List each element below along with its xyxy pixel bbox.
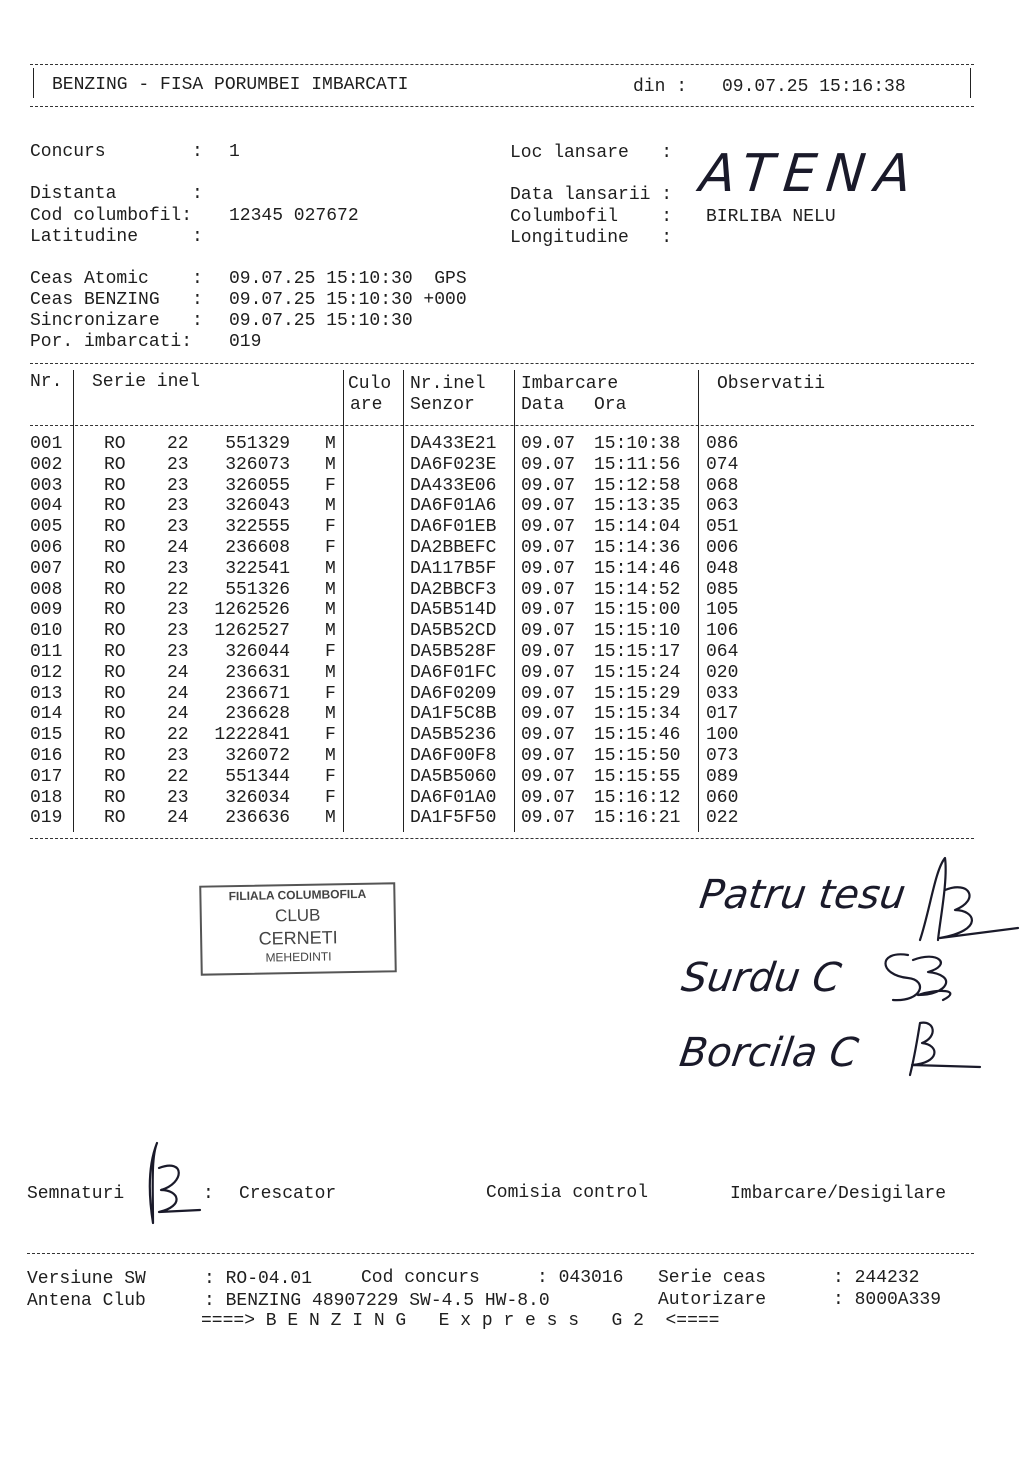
row-observatii: 105 [706, 600, 739, 621]
table-header-border [30, 425, 974, 426]
row-sex: M [325, 600, 336, 621]
table-row [0, 434, 1024, 455]
columbofil-value: BIRLIBA NELU [706, 207, 836, 227]
table-row [0, 663, 1024, 684]
row-nr: 014 [30, 704, 63, 725]
row-sensor: DA6F01A6 [410, 496, 497, 517]
table-row [0, 455, 1024, 476]
row-sensor: DA6F0209 [410, 683, 497, 704]
brand-line: ====> B E N Z I N G E x p r e s s G 2 <==== [201, 1311, 720, 1331]
row-nr: 007 [30, 558, 63, 579]
row-sex: F [325, 475, 336, 496]
row-nr: 006 [30, 538, 63, 558]
signature-1 [900, 850, 1024, 950]
table-row [0, 767, 1024, 788]
din-label: din : [633, 77, 688, 97]
row-observatii: 085 [706, 579, 739, 600]
header-right-border [970, 68, 971, 98]
row-sex: F [325, 766, 336, 787]
row-observatii: 017 [706, 704, 739, 725]
data-lansarii-label: Data lansarii : [510, 185, 673, 205]
row-country: RO [104, 558, 126, 579]
signature-3 [880, 1015, 990, 1085]
row-sensor: DA1F5F50 [410, 808, 497, 829]
concurs-value: 1 [229, 142, 240, 162]
footer-divider [27, 1253, 974, 1254]
row-date: 09.07 [521, 454, 576, 475]
row-date: 09.07 [521, 538, 576, 558]
row-ring: 326034 [225, 787, 290, 808]
row-year: 23 [167, 454, 189, 475]
row-date: 09.07 [521, 558, 576, 579]
handwritten-name-3: Borcila C [676, 1030, 861, 1076]
table-row [0, 600, 1024, 621]
table-row [0, 496, 1024, 517]
ceas-atomic-value: 09.07.25 15:10:30 GPS [229, 269, 467, 289]
row-time: 15:15:24 [594, 662, 681, 683]
row-nr: 003 [30, 475, 63, 496]
row-date: 09.07 [521, 662, 576, 683]
row-nr: 008 [30, 579, 63, 600]
row-date: 09.07 [521, 496, 576, 517]
row-nr: 004 [30, 496, 63, 517]
comisia-control-label: Comisia control [486, 1183, 649, 1203]
row-ring: 1262527 [214, 621, 290, 642]
row-date: 09.07 [521, 808, 576, 829]
header-top-border [30, 64, 974, 65]
row-ring: 326072 [225, 746, 290, 766]
cod-concurs-label: Cod concurs [361, 1268, 480, 1288]
row-sex: M [325, 704, 336, 725]
table-row [0, 788, 1024, 809]
row-sensor: DA6F00F8 [410, 746, 497, 766]
table-row [0, 517, 1024, 538]
row-time: 15:10:38 [594, 434, 681, 454]
table-row [0, 538, 1024, 559]
row-sensor: DA117B5F [410, 558, 497, 579]
table-row [0, 476, 1024, 497]
row-country: RO [104, 496, 126, 517]
row-ring: 1222841 [214, 725, 290, 746]
row-ring: 1262526 [214, 600, 290, 621]
th-serie-inel: Serie inel [92, 372, 201, 392]
th-nr-inel: Nr.inel [410, 374, 486, 394]
row-country: RO [104, 746, 126, 766]
row-observatii: 089 [706, 766, 739, 787]
row-date: 09.07 [521, 475, 576, 496]
document-title: BENZING - FISA PORUMBEI IMBARCATI [52, 75, 409, 95]
row-year: 22 [167, 766, 189, 787]
row-sensor: DA5B5060 [410, 766, 497, 787]
row-time: 15:15:29 [594, 683, 681, 704]
row-sex: M [325, 746, 336, 766]
th-imbarcare: Imbarcare [521, 374, 619, 394]
row-sex: M [325, 662, 336, 683]
row-year: 23 [167, 558, 189, 579]
row-time: 15:11:56 [594, 454, 681, 475]
row-time: 15:15:50 [594, 746, 681, 766]
row-year: 24 [167, 704, 189, 725]
row-country: RO [104, 808, 126, 829]
row-sensor: DA5B514D [410, 600, 497, 621]
row-sensor: DA6F01EB [410, 517, 497, 538]
row-observatii: 022 [706, 808, 739, 829]
por-imbarcati-value: 019 [229, 332, 262, 352]
table-row [0, 704, 1024, 725]
row-observatii: 051 [706, 517, 739, 538]
row-year: 22 [167, 725, 189, 746]
row-date: 09.07 [521, 621, 576, 642]
row-year: 22 [167, 434, 189, 454]
row-country: RO [104, 621, 126, 642]
row-time: 15:13:35 [594, 496, 681, 517]
row-date: 09.07 [521, 746, 576, 766]
row-ring: 326073 [225, 454, 290, 475]
row-nr: 016 [30, 746, 63, 766]
row-sex: M [325, 558, 336, 579]
row-sensor: DA433E21 [410, 434, 497, 454]
row-ring: 326044 [225, 642, 290, 662]
row-observatii: 100 [706, 725, 739, 746]
row-observatii: 048 [706, 558, 739, 579]
row-time: 15:14:46 [594, 558, 681, 579]
row-observatii: 060 [706, 787, 739, 808]
row-ring: 236631 [225, 662, 290, 683]
distanta-label: Distanta : [30, 184, 203, 204]
sincronizare-label: Sincronizare : [30, 311, 203, 331]
row-year: 24 [167, 683, 189, 704]
row-country: RO [104, 475, 126, 496]
row-time: 15:16:21 [594, 808, 681, 829]
stamp-line-3: CERNETI [258, 927, 338, 949]
row-country: RO [104, 662, 126, 683]
handwritten-name-2: Surdu C [678, 955, 844, 1001]
print-datetime: 09.07.25 15:16:38 [722, 77, 906, 97]
row-ring: 551329 [225, 434, 290, 454]
row-ring: 236628 [225, 704, 290, 725]
row-year: 24 [167, 538, 189, 558]
row-time: 15:15:10 [594, 621, 681, 642]
row-time: 15:14:04 [594, 517, 681, 538]
serie-ceas-label: Serie ceas [658, 1268, 767, 1288]
row-observatii: 074 [706, 454, 739, 475]
antena-club-value: : BENZING 48907229 SW-4.5 HW-8.0 [204, 1291, 550, 1311]
row-country: RO [104, 704, 126, 725]
row-sex: M [325, 808, 336, 829]
row-year: 23 [167, 600, 189, 621]
row-year: 24 [167, 808, 189, 829]
row-sex: F [325, 787, 336, 808]
row-year: 23 [167, 787, 189, 808]
handwritten-name-1: Patru tesu [696, 872, 909, 918]
th-senzor: Senzor [410, 395, 475, 415]
row-ring: 236636 [225, 808, 290, 829]
row-year: 23 [167, 642, 189, 662]
th-culoare-2: are [350, 395, 383, 415]
stamp-line-2: CLUB [274, 905, 321, 926]
row-sensor: DA1F5C8B [410, 704, 497, 725]
table-row [0, 725, 1024, 746]
table-row [0, 684, 1024, 705]
club-stamp [199, 882, 397, 975]
row-date: 09.07 [521, 704, 576, 725]
row-sensor: DA5B528F [410, 642, 497, 662]
row-ring: 236671 [225, 683, 290, 704]
table-row [0, 746, 1024, 767]
row-observatii: 106 [706, 621, 739, 642]
loc-lansare-value-handwritten: ATENA [696, 144, 925, 204]
row-date: 09.07 [521, 725, 576, 746]
semnaturi-label: Semnaturi [27, 1184, 125, 1204]
row-time: 15:15:55 [594, 766, 681, 787]
versiune-sw-value: : RO-04.01 [204, 1269, 313, 1289]
row-sex: F [325, 517, 336, 538]
row-ring: 322541 [225, 558, 290, 579]
row-year: 24 [167, 662, 189, 683]
row-time: 15:15:34 [594, 704, 681, 725]
row-observatii: 033 [706, 683, 739, 704]
row-nr: 013 [30, 683, 63, 704]
row-date: 09.07 [521, 579, 576, 600]
row-date: 09.07 [521, 766, 576, 787]
antena-club-label: Antena Club [27, 1291, 146, 1311]
row-country: RO [104, 600, 126, 621]
row-date: 09.07 [521, 600, 576, 621]
row-year: 22 [167, 579, 189, 600]
th-culoare: Culo [348, 374, 392, 394]
row-observatii: 006 [706, 538, 739, 558]
row-nr: 017 [30, 766, 63, 787]
row-sex: M [325, 579, 336, 600]
latitudine-label: Latitudine : [30, 227, 203, 247]
ceas-benzing-value: 09.07.25 15:10:30 +000 [229, 290, 467, 310]
versiune-sw-label: Versiune SW [27, 1269, 146, 1289]
header-left-border [33, 68, 34, 98]
row-sensor: DA2BBEFC [410, 538, 497, 558]
imbarcare-desigilare-label: Imbarcare/Desigilare [730, 1184, 947, 1204]
serie-ceas-value: : 244232 [833, 1268, 920, 1288]
row-sex: M [325, 434, 336, 454]
table-row [0, 808, 1024, 829]
cod-concurs-value: : 043016 [537, 1268, 624, 1288]
row-nr: 011 [30, 642, 63, 662]
por-imbarcati-label: Por. imbarcati: [30, 332, 193, 352]
row-sensor: DA5B5236 [410, 725, 497, 746]
table-row [0, 559, 1024, 580]
row-nr: 009 [30, 600, 63, 621]
loc-lansare-label: Loc lansare : [510, 143, 673, 163]
row-year: 23 [167, 746, 189, 766]
row-country: RO [104, 579, 126, 600]
concurs-label: Concurs : [30, 142, 203, 162]
row-sex: M [325, 621, 336, 642]
row-nr: 018 [30, 787, 63, 808]
row-date: 09.07 [521, 434, 576, 454]
longitudine-label: Longitudine : [510, 228, 673, 248]
row-nr: 002 [30, 454, 63, 475]
table-bottom-border [30, 838, 974, 839]
row-observatii: 068 [706, 475, 739, 496]
cod-columbofil-label: Cod columbofil: [30, 206, 193, 226]
ceas-atomic-label: Ceas Atomic : [30, 269, 203, 289]
row-time: 15:16:12 [594, 787, 681, 808]
row-nr: 010 [30, 621, 63, 642]
table-row [0, 621, 1024, 642]
header-bottom-border [30, 106, 974, 107]
table-row [0, 642, 1024, 663]
row-ring: 326055 [225, 475, 290, 496]
row-ring: 326043 [225, 496, 290, 517]
row-country: RO [104, 517, 126, 538]
row-country: RO [104, 434, 126, 454]
signature-breeder [145, 1138, 205, 1228]
autorizare-value: : 8000A339 [833, 1290, 942, 1310]
row-sex: M [325, 454, 336, 475]
autorizare-label: Autorizare [658, 1290, 767, 1310]
row-sensor: DA6F01A0 [410, 787, 497, 808]
row-time: 15:15:17 [594, 642, 681, 662]
row-sex: F [325, 683, 336, 704]
row-ring: 551326 [225, 579, 290, 600]
th-nr: Nr. [30, 372, 63, 392]
row-nr: 012 [30, 662, 63, 683]
row-time: 15:14:52 [594, 579, 681, 600]
row-country: RO [104, 683, 126, 704]
th-data: Data [521, 395, 565, 415]
table-top-border [30, 363, 974, 364]
crescator-label: Crescator [239, 1184, 337, 1204]
row-ring: 322555 [225, 517, 290, 538]
row-country: RO [104, 538, 126, 558]
row-date: 09.07 [521, 517, 576, 538]
row-nr: 001 [30, 434, 63, 454]
row-country: RO [104, 642, 126, 662]
th-ora: Ora [594, 395, 627, 415]
row-observatii: 064 [706, 642, 739, 662]
row-year: 23 [167, 496, 189, 517]
row-nr: 015 [30, 725, 63, 746]
row-observatii: 073 [706, 746, 739, 766]
row-date: 09.07 [521, 683, 576, 704]
signature-2 [868, 940, 978, 1020]
row-sensor: DA6F023E [410, 454, 497, 475]
row-sensor: DA433E06 [410, 475, 497, 496]
row-time: 15:15:46 [594, 725, 681, 746]
row-country: RO [104, 787, 126, 808]
row-country: RO [104, 766, 126, 787]
row-nr: 019 [30, 808, 63, 829]
row-sex: M [325, 496, 336, 517]
row-sensor: DA6F01FC [410, 662, 497, 683]
row-sensor: DA2BBCF3 [410, 579, 497, 600]
row-year: 23 [167, 621, 189, 642]
row-observatii: 020 [706, 662, 739, 683]
stamp-line-4: MEHEDINTI [265, 949, 332, 965]
columbofil-label: Columbofil : [510, 207, 673, 227]
th-observatii: Observatii [717, 374, 826, 394]
stamp-line-1: FILIALA COLUMBOFILA [228, 886, 367, 904]
table-row [0, 580, 1024, 601]
row-sensor: DA5B52CD [410, 621, 497, 642]
row-year: 23 [167, 475, 189, 496]
row-country: RO [104, 725, 126, 746]
semnaturi-colon: : [203, 1184, 214, 1204]
row-time: 15:14:36 [594, 538, 681, 558]
row-date: 09.07 [521, 787, 576, 808]
row-sex: F [325, 538, 336, 558]
row-ring: 236608 [225, 538, 290, 558]
row-sex: F [325, 642, 336, 662]
row-sex: F [325, 725, 336, 746]
row-date: 09.07 [521, 642, 576, 662]
cod-columbofil-value: 12345 027672 [229, 206, 359, 226]
row-year: 23 [167, 517, 189, 538]
row-ring: 551344 [225, 766, 290, 787]
row-observatii: 086 [706, 434, 739, 454]
row-country: RO [104, 454, 126, 475]
sincronizare-value: 09.07.25 15:10:30 [229, 311, 413, 331]
row-time: 15:12:58 [594, 475, 681, 496]
row-time: 15:15:00 [594, 600, 681, 621]
ceas-benzing-label: Ceas BENZING : [30, 290, 203, 310]
row-nr: 005 [30, 517, 63, 538]
row-observatii: 063 [706, 496, 739, 517]
